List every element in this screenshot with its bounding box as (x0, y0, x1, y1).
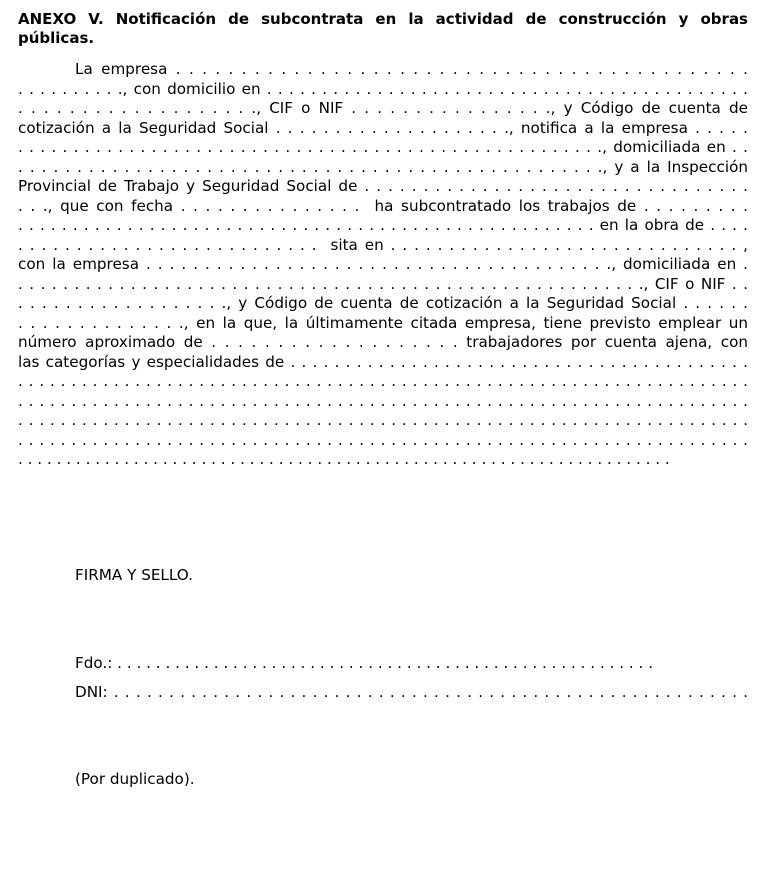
body-line: . . . . . . . . . . . . . . . . . . . . . . . . . . sita en . . . . . . . . . . . . . . . . . . . . . . . . . . . . . . , (18, 235, 748, 254)
body-line: número aproximado de . . . . . . . . . . . . . . . . . . . trabajadores por cuenta ajena, con (18, 333, 748, 351)
body-line: Provincial de Trabajo y Seguridad Social de . . . . . . . . . . . . . . . . . . . . . . . . . . . . . . . . . (18, 177, 748, 195)
dotted-fill-line: . . . . . . . . . . . . . . . . . . . . . . . . . . . . . . . . . . . . . . . . . . . . . . . . . . . . . . . . . . . . . . . . . . . . (18, 450, 670, 468)
dotted-fill-line: . . . . . . . . . . . . . . . . . . . . . . . . . . . . . . . . . . . . . . . . . . . . . . . . . . . . . . . . . . . . . . . . . . . . . (18, 411, 748, 429)
body-line: . . . . . . . . . . . . . . . . . . ., CIF o NIF . . . . . . . . . . . . . . . ., y Código de cuenta de (18, 99, 748, 117)
document-title: ANEXO V. Notificación de subcontrata en la actividad de construcción y obras públicas. (18, 10, 748, 47)
dotted-fill-line: . . . . . . . . . . . . . . . . . . . . . . . . . . . . . . . . . . . . . . . . . . . . . . . . . . . . . . . . . . . . . . . . . . . . . (18, 372, 748, 390)
body-line: . . . . . . . . . . . . . . . . . ., y Código de cuenta de cotización a la Seguridad Social . . . . . . (18, 294, 748, 312)
body-line: . . ., que con fecha . . . . . . . . . . . . . . . ha subcontratado los trabajos de . . . . . . . . . (18, 196, 748, 215)
body-line: . . . . . . . . . . . . . . . . . . . . . . . . . . . . . . . . . . . . . . . . . . . . . . . . . ., y a la Inspección (18, 157, 748, 176)
body-line: La empresa . . . . . . . . . . . . . . . . . . . . . . . . . . . . . . . . . . . . . . . . . . . . (75, 60, 748, 78)
dotted-fill-line: . . . . . . . . . . . . . . . . . . . . . . . . . . . . . . . . . . . . . . . . . . . . . . . . . . . . . . . . . . . . . . . . . . . . . (18, 391, 748, 410)
body-line: cotización a la Seguridad Social . . . . . . . . . . . . . . . . . . . ., notifica a la empresa . . . . . (18, 118, 748, 137)
body-line: . . . . . . . . . ., con domicilio en . . . . . . . . . . . . . . . . . . . . . . . . . . . . . . . . . . . . . . . . . . . . (18, 79, 748, 98)
dotted-fill-line: . . . . . . . . . . . . . . . . . . . . . . . . . . . . . . . . . . . . . . . . . . . . . . . . . . . . . . . . . . . . . . . . . . . . . (18, 430, 748, 449)
duplicate-note: (Por duplicado). (75, 770, 195, 788)
fdo-line: Fdo.: . . . . . . . . . . . . . . . . . . . . . . . . . . . . . . . . . . . . . . . . . . . . . . . . . . . . . . . . (75, 654, 654, 672)
body-line: . . . . . . . . . . . . . . . . . . . . . . . . . . . . . . . . . . . . . . . . . . . . . . . . . . . . . . . ., CIF o NIF . . (18, 274, 748, 293)
dni-line: DNI: . . . . . . . . . . . . . . . . . . . . . . . . . . . . . . . . . . . . . . . . . . . . . . . . . . . . . . . . . . (75, 683, 748, 701)
body-line: las categorías y especialidades de . . . . . . . . . . . . . . . . . . . . . . . . . . . . . . . . . . . . . . . . . . (18, 352, 748, 371)
body-line: . . . . . . . . . . . . . . . . . . . . . . . . . . . . . . . . . . . . . . . . . . . . . . . . . . . . ., domiciliada en . . (18, 138, 748, 156)
body-line: . . . . . . . . . . . . . ., en la que, la últimamente citada empresa, tiene previsto emplear un (18, 313, 748, 332)
signature-label: FIRMA Y SELLO. (75, 566, 193, 584)
body-line: . . . . . . . . . . . . . . . . . . . . . . . . . . . . . . . . . . . . . . . . . . . . . . . . . . . . . en la obra de . . . . (18, 216, 748, 234)
body-line: con la empresa . . . . . . . . . . . . . . . . . . . . . . . . . . . . . . . . . . . . . . . ., domiciliada en . (18, 255, 748, 273)
